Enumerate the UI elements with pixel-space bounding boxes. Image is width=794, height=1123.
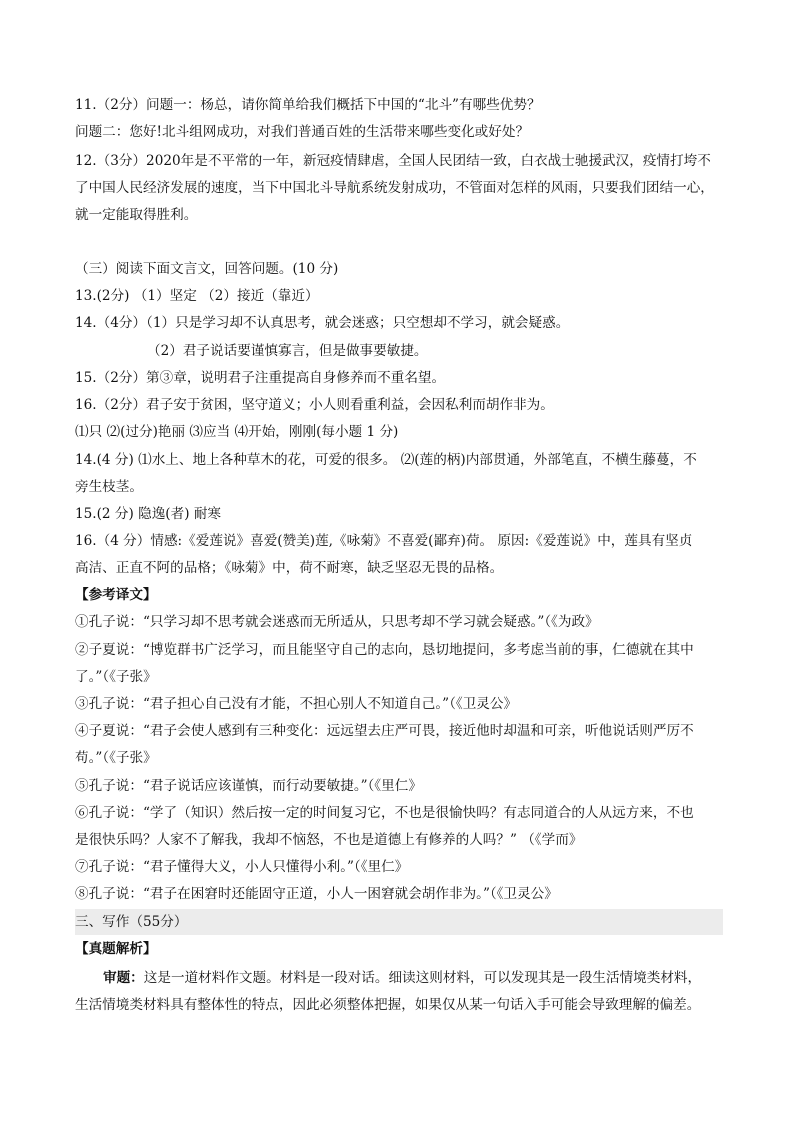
translation-6-line2: 是很快乐吗？人家不了解我，我却不恼怒，不也是道德上有修养的人吗？” （《学而》 [75, 832, 583, 848]
analysis-text: 这是一道材料作文题。材料是一段对话。细读这则材料，可以发现其是一段生活情境类材料， [143, 970, 702, 986]
real-exam-analysis-heading: 【真题解析】 [75, 941, 157, 957]
answer-13: 13.(2分) （1）坚定 （2）接近（靠近） [75, 288, 319, 304]
translation-6-line1: ⑥孔子说：“学了（知识）然后按一定的时间复习它，不也是很愉快吗？有志同道合的人从远方来，不也 [75, 805, 694, 821]
answer-14-part1: 14.（4分）（1）只是学习却不认真思考，就会迷惑；只空想却不学习，就会疑惑。 [75, 315, 570, 331]
translation-4-line2: 苟。”（《子张》 [75, 750, 157, 766]
answer-15b: 15.(2 分) 隐逸(者) 耐寒 [75, 506, 222, 522]
translation-7: ⑦孔子说：“君子懂得大义，小人只懂得小利。”（《里仁》 [75, 859, 409, 875]
answer-12-line3: 就一定能取得胜利。 [75, 207, 198, 223]
answer-14b-line2: 旁生枝茎。 [75, 479, 143, 495]
translation-4-line1: ④子夏说：“君子会使人感到有三种变化：远远望去庄严可畏，接近他时却温和可亲，听他说话则严厉不 [75, 723, 694, 739]
answer-16b-line2: 高洁、正直不阿的品格；《咏菊》中，荷不耐寒，缺乏坚忍无畏的品格。 [75, 560, 504, 576]
section-3-heading: （三）阅读下面文言文，回答问题。(10 分) [75, 261, 339, 277]
answer-12-line2: 了中国人民经济发展的速度，当下中国北斗导航系统发射成功，不管面对怎样的风雨，只要我们团结一心， [75, 180, 714, 196]
answer-13b: ⑴只 ⑵(过分)艳丽 ⑶应当 ⑷开始，刚刚(每小题 1 分) [75, 424, 399, 440]
translation-3: ③孔子说：“君子担心自己没有才能，不担心别人不知道自己。”（《卫灵公》 [75, 696, 518, 712]
answer-14b-line1: 14.(4 分) ⑴水上、地上各种草木的花，可爱的很多。 ⑵(莲的柄)内部贯通，外部笔直，不横生藤蔓，不 [75, 452, 697, 468]
translation-2-line2: 了。”（《子张》 [75, 669, 157, 685]
answer-11-line1: 11.（2分）问题一：杨总，请你简单给我们概括下中国的“北斗”有哪些优势？ [75, 97, 541, 113]
answer-12-line1: 12.（3分）2020年是不平常的一年，新冠疫情肆虐，全国人民团结一致，白衣战士驰援武汉，疫情打垮不 [75, 153, 711, 169]
translation-8: ⑧孔子说：“君子在困窘时还能固守正道，小人一困窘就会胡作非为。”（《卫灵公》 [75, 886, 558, 902]
answer-15: 15.（2分）第③章，说明君子注重提高自身修养而不重名望。 [75, 370, 446, 386]
writing-section-heading: 三、写作（55分） [75, 914, 188, 930]
answer-16: 16.（2分）君子安于贫困，坚守道义；小人则看重利益，会因私利而胡作非为。 [75, 397, 554, 413]
translation-5: ⑤孔子说：“君子说话应该谨慎，而行动要敏捷。”（《里仁》 [75, 778, 422, 794]
shenti-label: 审题： [103, 970, 144, 986]
analysis-para-line2: 生活情境类材料具有整体性的特点，因此必须整体把握，如果仅从某一句话入手可能会导致理解的偏差。 [75, 997, 701, 1013]
analysis-para-line1 [103, 968, 763, 988]
answer-16b-line1: 16.（4 分）情感:《爱莲说》喜爱(赞美)莲,《咏菊》不喜爱(鄙弃)荷。 原因:《爱莲说》中，莲具有坚贞 [75, 533, 693, 549]
translation-1: ①孔子说：“只学习却不思考就会迷惑而无所适从，只思考却不学习就会疑惑。”（《为政》 [75, 614, 599, 630]
answer-11-line2: 问题二：您好!北斗组网成功，对我们普通百姓的生活带来哪些变化或好处？ [75, 124, 530, 140]
reference-translation-heading: 【参考译文】 [75, 587, 157, 603]
translation-2-line1: ②子夏说：“博览群书广泛学习，而且能坚守自己的志向，恳切地提问，多考虑当前的事，仁德就在其中 [75, 642, 694, 658]
answer-14-part2: （2）君子说话要谨慎寡言，但是做事要敏捷。 [147, 343, 428, 359]
